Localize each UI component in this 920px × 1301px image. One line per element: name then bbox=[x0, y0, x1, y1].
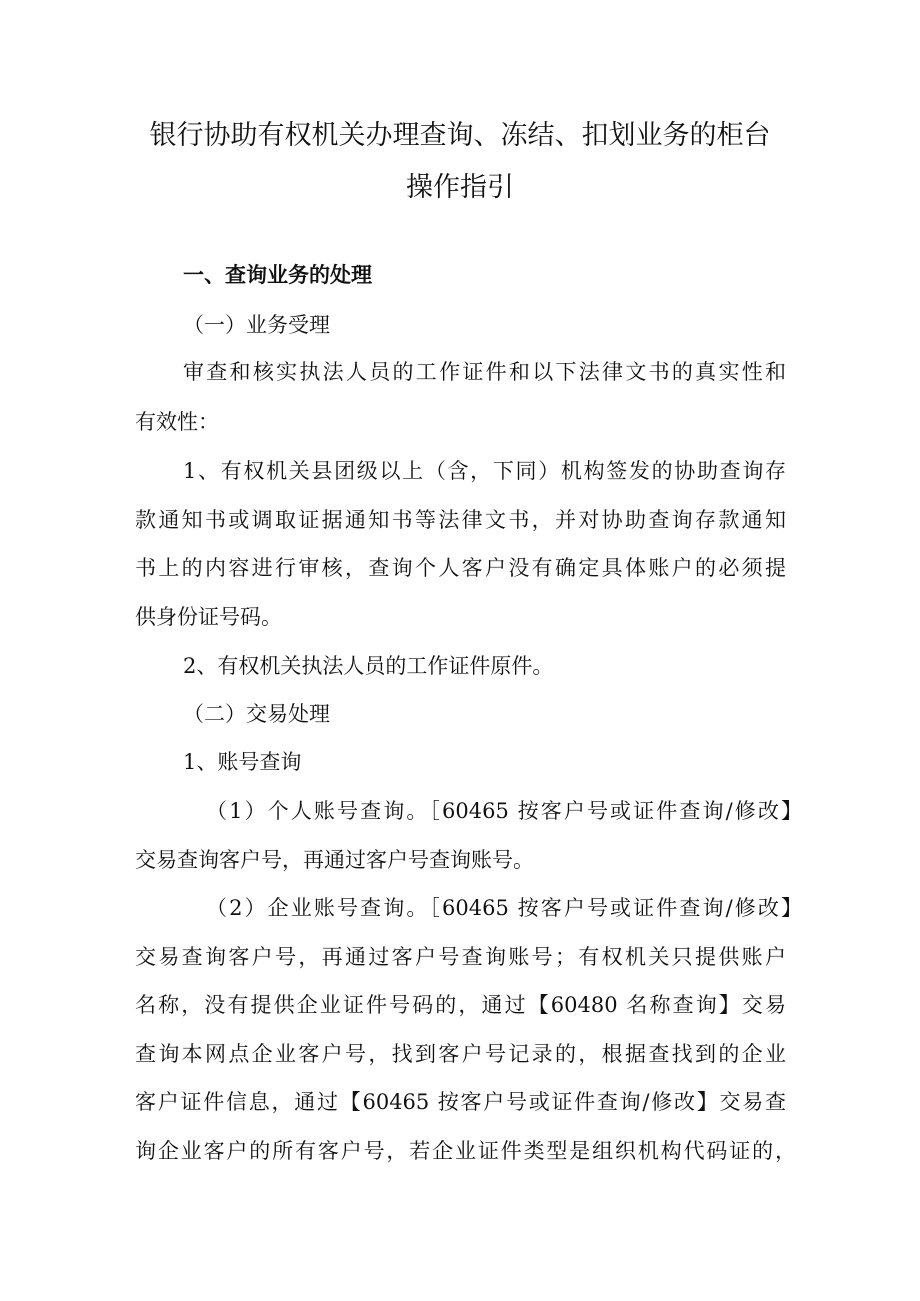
list-item-1-line-3: 书上的内容进行审核，查询个人客户没有确定具体账户的必须提 bbox=[135, 556, 786, 580]
corporate-account-line-3: 名称，没有提供企业证件号码的，通过【60480 名称查询】交易 bbox=[135, 993, 786, 1017]
subsection-heading-acceptance: （一）业务受理 bbox=[183, 313, 330, 337]
document-title-line-2: 操作指引 bbox=[406, 172, 514, 203]
corporate-account-line-4: 查询本网点企业客户号，找到客户号记录的，根据查找到的企业 bbox=[135, 1042, 786, 1066]
list-item-1-line-4: 供身份证号码。 bbox=[135, 605, 282, 629]
list-item-1-line-2: 款通知书或调取证据通知书等法律文书，并对协助查询存款通知 bbox=[135, 508, 786, 532]
document-title-line-1: 银行协助有权机关办理查询、冻结、扣划业务的柜台 bbox=[149, 120, 771, 151]
corporate-account-line-1: （2）企业账号查询。［60465 按客户号或证件查询/修改】 bbox=[206, 896, 802, 920]
personal-account-line-1: （1）个人账号查询。［60465 按客户号或证件查询/修改】 bbox=[206, 799, 802, 823]
account-query-heading: 1、账号查询 bbox=[183, 750, 302, 774]
paragraph-verify-line-2: 有效性： bbox=[135, 410, 219, 434]
subsection-heading-transaction: （二）交易处理 bbox=[183, 702, 330, 726]
list-item-2: 2、有权机关执法人员的工作证件原件。 bbox=[183, 654, 554, 678]
corporate-account-line-6: 询企业客户的所有客户号，若企业证件类型是组织机构代码证的， bbox=[135, 1139, 796, 1163]
personal-account-line-2: 交易查询客户号，再通过客户号查询账号。 bbox=[135, 848, 534, 872]
paragraph-verify-line-1: 审查和核实执法人员的工作证件和以下法律文书的真实性和 bbox=[183, 360, 786, 384]
list-item-1-line-1: 1、有权机关县团级以上（含，下同）机构签发的协助查询存 bbox=[183, 459, 786, 483]
corporate-account-line-5: 客户证件信息，通过【60465 按客户号或证件查询/修改】交易查 bbox=[135, 1090, 786, 1114]
section-heading-query: 一、查询业务的处理 bbox=[183, 263, 372, 287]
corporate-account-line-2: 交易查询客户号，再通过客户号查询账号；有权机关只提供账户 bbox=[135, 945, 786, 969]
